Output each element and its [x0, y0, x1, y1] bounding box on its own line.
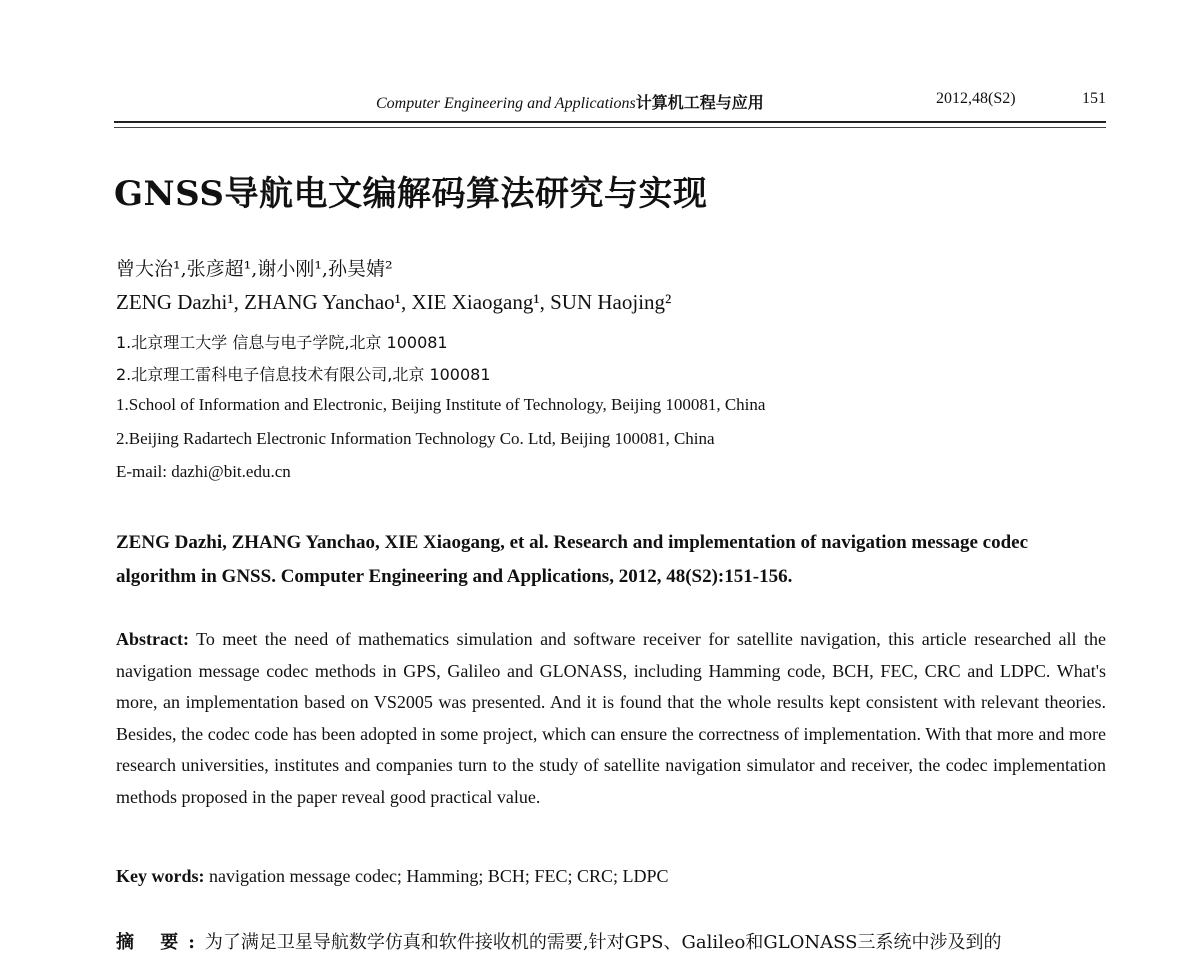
authors-zh: 曾大治¹,张彦超¹,谢小刚¹,孙昊婧²	[116, 258, 393, 280]
affiliation-en-2: 2.Beijing Radartech Electronic Information Technology Co. Ltd, Beijing 100081, China	[116, 429, 715, 448]
email-line: E-mail: dazhi@bit.edu.cn	[116, 462, 291, 481]
affiliation-zh-2: 2.北京理工雷科电子信息技术有限公司,北京 100081	[116, 365, 491, 384]
keywords-text: navigation message codec; Hamming; BCH; FEC; CRC; LDPC	[209, 866, 669, 886]
page-number: 151	[1082, 90, 1106, 107]
issue-number: 2012,48(S2)	[936, 90, 1016, 107]
paper-title: GNSS导航电文编解码算法研究与实现	[114, 174, 708, 214]
header-rule-thin	[114, 127, 1106, 128]
abstract-text: To meet the need of mathematics simulation and software receiver for satellite navigation, this article researched all the navigation message codec methods in GPS, Galileo and GLONASS, including Hamming code, BCH, FEC, CRC and LDPC. What's more, an implementation based on VS2005 was presented. And it is found that the whole results kept consistent with relevant theories. Besides, the codec code has been adopted in some project, which can ensure the correctness of implementation. With that more and more research universities, institutes and companies turn to the study of satellite navigation simulator and receiver, the codec implementation methods proposed in the paper reveal good practical value.	[116, 629, 1106, 807]
journal-name-zh: 计算机工程与应用	[635, 93, 764, 112]
affiliation-zh-1: 1.北京理工大学 信息与电子学院,北京 100081	[116, 333, 448, 352]
keywords	[116, 866, 668, 887]
abstract-label: Abstract:	[116, 629, 189, 649]
header-rule-thick	[114, 121, 1106, 123]
journal-name	[376, 90, 764, 113]
citation: ZENG Dazhi, ZHANG Yanchao, XIE Xiaogang, et al. Research and implementation of navigation message codec algorithm in GNSS. Computer Engineering and Applications, 2012, 48(S2):151-156.	[116, 532, 1028, 587]
authors-en: ZENG Dazhi¹, ZHANG Yanchao¹, XIE Xiaogang¹, SUN Haojing²	[116, 290, 672, 314]
cn-abstract-text: 为了满足卫星导航数学仿真和软件接收机的需要,针对GPS、Galileo和GLONASS三系统中涉及到的	[204, 932, 1002, 953]
running-header	[114, 88, 1106, 118]
journal-name-en: Computer Engineering and Applications	[376, 95, 636, 112]
abstract	[116, 624, 1106, 813]
cn-abstract-label: 摘 要:	[116, 932, 205, 953]
cn-abstract	[116, 928, 1106, 954]
keywords-label: Key words:	[116, 866, 205, 886]
affiliation-en-1: 1.School of Information and Electronic, Beijing Institute of Technology, Beijing 100081, China	[116, 395, 766, 414]
